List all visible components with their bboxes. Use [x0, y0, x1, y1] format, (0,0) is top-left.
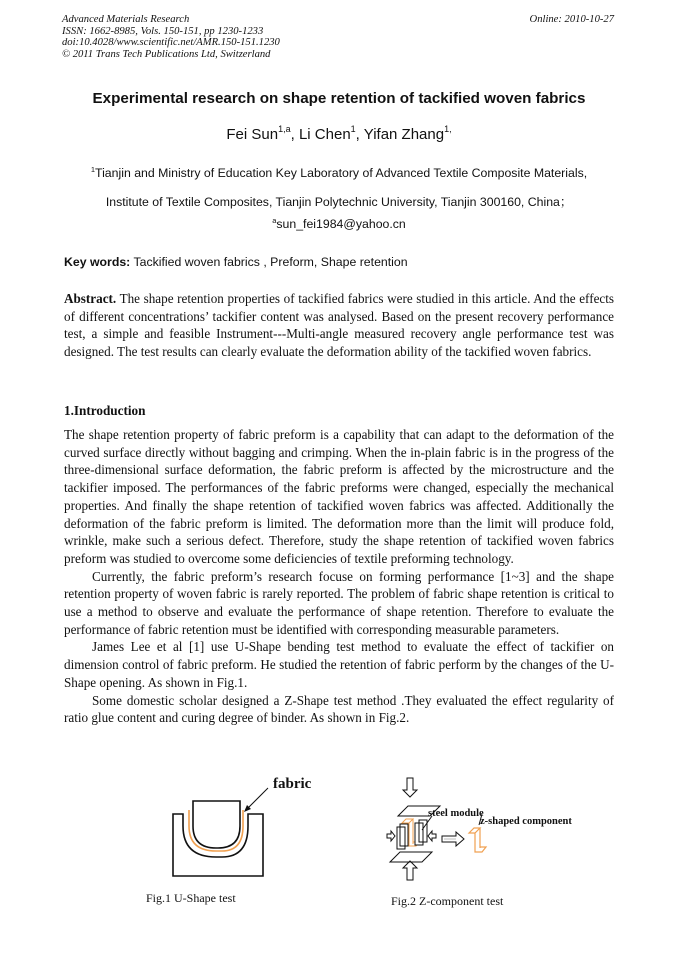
author-name: Yifan Zhang — [363, 126, 445, 143]
author-affiliation-mark: 1, — [444, 124, 452, 134]
figure-1-u-shape — [130, 770, 330, 910]
author-list — [0, 126, 678, 143]
author-name: Fei Sun — [226, 126, 279, 143]
affiliation-line-2: Institute of Textile Composites, Tianjin Polytechnic University, Tianjin 300160, China； — [105, 195, 573, 209]
z-shaped-component-label: z-shaped component — [480, 816, 572, 827]
abstract-label: Abstract. — [64, 291, 117, 306]
abstract-text: The shape retention properties of tackified fabrics were studied in this article. And the effects of different concentrations’ tackifier content was analysed. Based on the present recovery performance test, a simple and feasible Instrument---Multi-angle measured recovery angle performance test was designed. The test results can clearly evaluate the deformation ability of the tackified woven fabrics. — [64, 291, 614, 360]
affiliation-mark: 1 — [90, 165, 96, 174]
doi-line: doi:10.4028/www.scientific.net/AMR.150-151.1230 — [62, 37, 280, 49]
steel-module-label: steel module — [428, 808, 484, 819]
author-affiliation-mark: 1,a — [278, 124, 291, 134]
online-date: Online: 2010-10-27 — [529, 14, 614, 25]
author-separator: , — [355, 126, 364, 143]
email-mark: a — [272, 216, 277, 225]
affiliation-text: Tianjin and Ministry of Education Key Laboratory of Advanced Textile Composite Materials, — [95, 166, 588, 180]
author-name: Li Chen — [298, 126, 351, 143]
abstract — [64, 290, 614, 361]
affiliation-line-1 — [0, 166, 678, 180]
author-affiliation-mark: 1 — [350, 124, 356, 134]
paragraph: Some domestic scholar designed a Z-Shape test method .They evaluated the effect regularity of ratio glue content and curing degree of binder. As shown in Fig.2. — [64, 692, 614, 726]
z-component-diagram — [370, 770, 570, 885]
fabric-label: fabric — [273, 776, 312, 792]
publication-metadata — [62, 14, 280, 60]
paper-title: Experimental research on shape retention of tackified woven fabrics — [92, 90, 586, 107]
introduction-body — [64, 426, 614, 727]
issn-line: ISSN: 1662-8985, Vols. 150-151, pp 1230-1233 — [62, 25, 264, 37]
email-link[interactable]: sun_fei1984@yahoo.cn — [276, 217, 406, 231]
keywords-label: Key words: — [64, 255, 131, 269]
journal-name: Advanced Materials Research — [62, 14, 190, 25]
author-email — [0, 217, 678, 231]
keywords-text: Tackified woven fabrics , Preform, Shape retention — [130, 255, 408, 269]
copyright-line: © 2011 Trans Tech Publications Ltd, Switzerland — [62, 48, 271, 60]
figure-2-z-component — [370, 770, 570, 915]
paragraph: The shape retention property of fabric preform is a capability that can adapt to the deformation of the curved surface directly without bagging and crimping. When the in-plain fabric is in the progress of the three-dimensional surface deformation, the fabric preform is affected by the microstructure and the tackifier imposed. The performances of the fabric preforms were changed, especially the mechanical properties. And finally the shape retention of tackified woven fabrics was affected. Additionally the deformation of the fabric preform is limited. The deformation more than the limit will produce fold, wrinkle, make such a serious defect. Therefore, study the shape retention of tackified woven fabrics preform was studied to overcome some deficiencies of textile preforming technology. — [64, 427, 614, 566]
keywords — [64, 255, 408, 269]
section-heading-introduction: 1.Introduction — [64, 403, 146, 418]
figure-1-caption: Fig.1 U-Shape test — [146, 891, 236, 905]
paragraph: James Lee et al [1] use U-Shape bending test method to evaluate the effect of tackifier on dimension control of fabric preform. He studied the retention of fabric perform by the changes of the U-Shape opening. As shown in Fig.1. — [64, 639, 614, 690]
paragraph: Currently, the fabric preform’s research focuse on forming performance [1~3] and the shape retention property of woven fabric is rarely reported. The problem of fabric shape retention is critical to use a method to observe and evaluate the performance of shape retention. Therefore to evaluate the performance of fabric retention must be identified with corresponding measurable parameters. — [64, 568, 614, 637]
figure-2-caption: Fig.2 Z-component test — [391, 894, 504, 908]
author-separator: , — [290, 126, 299, 143]
